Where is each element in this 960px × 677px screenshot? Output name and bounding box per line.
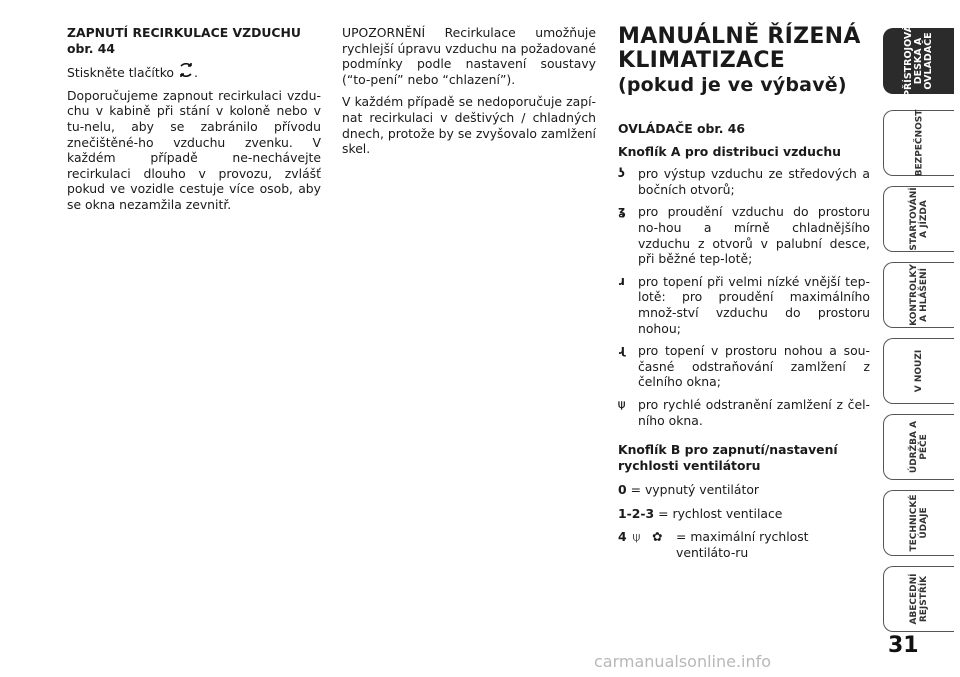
controls-heading: OVLÁDAČE obr. 46 [618,121,746,136]
vent-face-icon: ʖ [618,166,625,181]
column-recirculation [67,25,321,220]
page-title-line1: MANUÁLNĚ ŘÍZENÁ [618,24,861,49]
list-item: ⍦ pro rychlé odstranění zamlžení z čel-ního okna. [618,396,870,428]
tab-emergency[interactable] [883,338,954,404]
knob-b-heading: Knoflík B pro zapnutí/nastavení rychlosti ventilátoru [618,442,838,473]
tab-index[interactable] [883,566,954,632]
list-item: ɹ pro topení při velmi nízké vnější tep-lotě: pro proudění maximálního množ-ství vzduchu do prostoru nohou; [618,273,870,336]
defrost-windshield-icon: ⍦ [618,396,626,411]
list-item: ʖ pro výstup vzduchu ze středových a bočních otvorů; [618,166,870,197]
defrost-windshield-icon: ⍦ [632,529,641,545]
page-number: 31 [888,633,919,658]
speed-row: 4 ⍦ ✿ = maximální rychlost ventiláto-ru [618,529,809,561]
list-item: ʓ pro proudění vzduchu do prostoru no-hou a mírně chladnějšího vzduchu z otvorů v palubní desce, při běžné tep-lotě; [618,204,870,267]
tab-technical-data[interactable] [883,490,954,556]
tab-label: PŘÍSTROJOVÁ DESKA A OVLADAČE [903,25,935,97]
column-warning [342,25,596,164]
tab-label: V NOUZI [914,349,924,393]
note-paragraph: V každém případě se nedoporučuje zapí-nat recirkulaci v deštivých / chladných dnech, protože by se zvyšovalo zamlžení skel. [342,94,596,157]
tab-starting-driving[interactable] [883,186,954,252]
tab-label: STARTOVÁNÍ A JÍZDA [909,187,929,251]
recirculation-icon [178,63,194,81]
tab-instrument-panel[interactable] [883,25,954,97]
fan-icon: ✿ [652,529,663,545]
speed-row: 1-2-3 = rychlost ventilace [618,505,783,521]
watermark: carmanualsonline.info [594,652,772,671]
tab-warning-lights[interactable] [883,262,954,328]
speed-key: 1-2-3 [618,505,655,521]
speed-row: 0 = vypnutý ventilátor [618,482,759,498]
section-heading-recirculation: ZAPNUTÍ RECIRKULACE VZDUCHU obr. 44 [67,25,301,56]
vent-face-feet-icon: ʓ [618,204,626,219]
column-air-conditioning [618,25,870,568]
tab-label: ÚDRŽBA A PÉČE [909,420,929,474]
knob-a-heading: Knoflík A pro distribuci vzduchu [618,143,841,159]
tab-safety[interactable] [883,110,954,176]
tab-maintenance[interactable] [883,414,954,480]
page-subtitle: (pokud je ve výbavě) [618,74,847,96]
tab-label: BEZPEČNOST [914,109,924,177]
vent-feet-icon: ɹ [618,273,625,288]
tab-label: TECHNICKÉ ÚDAJE [909,494,929,552]
vent-feet-windshield-icon: ɻ [618,343,626,358]
press-instruction: Stiskněte tlačítko . [67,65,198,81]
page-title-line2: KLIMATIZACE [618,48,786,73]
chapter-tabs [883,25,960,638]
speed-key: 0 [618,482,627,498]
recirculation-paragraph: Doporučujeme zapnout recirkulaci vzdu-chu v kabině při stání v koloně nebo v tu-nelu, aby se zabránilo přívodu znečištěné-ho vzduchu zvenku. V každém případě ne-nechávejte recirkulaci dlouho v provozu, zvlášť pokud ve vozidle cestuje více osob, aby se okna nezamžila zevnitř. [67,87,321,212]
speed-key: 4 [618,529,627,545]
tab-label: ABECEDNÍ REJSTŘÍK [909,573,929,625]
list-item: ɻ pro topení v prostoru nohou a sou-časné odstraňování zamlžení z čelního okna; [618,343,870,390]
tab-label: KONTROLKY A HLÁŠENÍ [909,264,929,326]
warning-paragraph: UPOZORNĚNÍ Recirkulace umožňuje rychlejší úpravu vzduchu na požadované podmínky podle nastavení soustavy (“to-pení” nebo “chlazení”). [342,25,596,87]
